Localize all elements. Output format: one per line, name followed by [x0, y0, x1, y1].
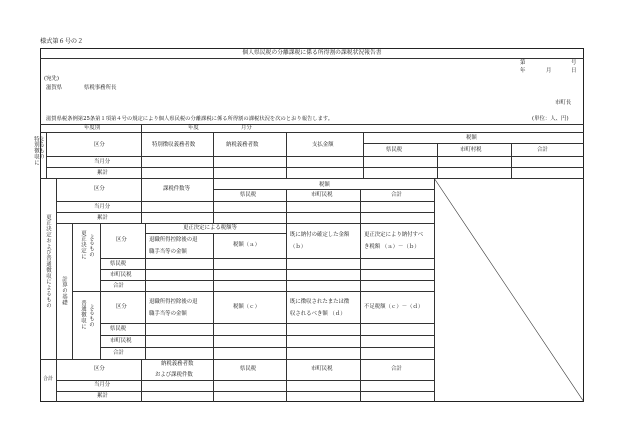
corr-side-b: よるもの [88, 234, 94, 258]
sec2-kubun: 区分 [94, 186, 105, 192]
norm-col3-a: 既に徴収されたまたは徴 [290, 299, 350, 305]
sec1-col-taxpayers: 納税義務者数 [226, 142, 259, 148]
norm-row-pref: 県民税 [110, 326, 127, 332]
sec1-col-tax: 税額 [466, 135, 477, 141]
city-head: 市町長 [555, 100, 572, 106]
sec1-row-cumulative: 累計 [97, 170, 108, 176]
corr-row-city: 市町民税 [110, 272, 132, 278]
sec2-col-count: 課税件数等 [163, 186, 190, 192]
sec1-col-city: 市町村税 [460, 147, 482, 153]
diagonal-strike [434, 178, 584, 402]
intro-text: 滋賀県税条例第25条第１項第４号の規定により個人県民税の分離課税に係る所得割の課税状況を次のとおり報告します。 [46, 116, 334, 122]
no-label: 第 [520, 60, 526, 66]
day-label: 日 [571, 68, 577, 74]
corr-col3-a: 既に納付の確定した金額 [290, 232, 350, 238]
addressee-pref: 滋賀県 [46, 85, 63, 91]
corr-group: 更正決定による税額等 [183, 225, 237, 231]
norm-col1-b: 職手当等の金額 [149, 311, 187, 317]
form-title: 個人県民税の分離課税に係る所得割の課税状況報告書 [242, 50, 382, 56]
year-label: 年 [520, 68, 526, 74]
norm-side-b: よるもの [88, 304, 94, 328]
sec2-col-city: 市町民税 [311, 192, 333, 198]
sec1-col-payments: 支払金額 [312, 142, 334, 148]
year-row-label: 年度別 [84, 125, 101, 131]
corr-col1-b: 職手当等の金額 [149, 249, 187, 255]
sec2-col-pref: 県民税 [240, 192, 257, 198]
form-number: 様式第６号の２ [40, 38, 84, 45]
corr-col1-a: 退職所得控除後の退 [149, 237, 198, 243]
sec1-col-obligors: 特別徴収義務者数 [152, 142, 196, 148]
norm-col4: 不足税額（ｃ）－（ｄ） [364, 304, 424, 310]
month-label: 月 [546, 68, 552, 74]
corr-kubun: 区分 [116, 237, 127, 243]
norm-col2: 税額（ｃ） [233, 304, 260, 310]
corr-side-a: 更正決定に [80, 230, 86, 260]
sec2-row-current: 当月分 [94, 204, 111, 210]
sec3-col-count-b: および課税件数 [155, 372, 193, 378]
sec3-row-current: 当月分 [94, 382, 111, 388]
norm-row-city: 市町民税 [110, 338, 132, 344]
corr-row-total: 合計 [113, 283, 124, 289]
norm-side-a: 普通徴収に [80, 300, 86, 330]
unit-label: (単位：人、円) [532, 116, 569, 122]
sec3-col-total: 合計 [391, 366, 402, 372]
norm-kubun: 区分 [116, 304, 127, 310]
addressee-label: (宛先) [44, 76, 59, 82]
sec2-col-tax: 税額 [319, 182, 330, 188]
norm-row-total: 合計 [113, 350, 124, 356]
sec1-side-b: よるもの [38, 136, 44, 160]
sec3-col-city: 市町民税 [311, 366, 333, 372]
corr-row-pref: 県民税 [110, 261, 127, 267]
sec3-side: 合計 [43, 376, 54, 382]
sec1-side-a: 特別徴収に [33, 136, 39, 166]
sec2-row-cumulative: 累計 [97, 215, 108, 221]
sec1-row-current: 当月分 [94, 159, 111, 165]
sec3-col-count-a: 納税義務者数 [161, 361, 194, 367]
sec3-row-cumulative: 累計 [97, 393, 108, 399]
sec1-col-total: 合計 [537, 147, 548, 153]
norm-col3-b: 収されるべき額 （ｄ） [290, 311, 346, 317]
corr-col4-a: 更正決定により納付すべ [364, 232, 424, 238]
year-row-year: 年度 [188, 125, 199, 131]
sec2-col-total: 合計 [391, 192, 402, 198]
sec1-col-pref: 県民税 [386, 147, 403, 153]
year-row-month: 月分 [241, 125, 252, 131]
sec2-side: 更正決定および普通徴収によるもの [45, 213, 51, 309]
go-label: 号 [571, 60, 577, 66]
title-underline [40, 58, 584, 59]
sec1-kubun: 区分 [94, 142, 105, 148]
norm-col1-a: 退職所得控除後の退 [149, 299, 198, 305]
sec3-col-pref: 県民税 [240, 366, 257, 372]
sec3-kubun: 区分 [94, 366, 105, 372]
corr-col3-b: （ｂ） [290, 244, 307, 250]
addressee-office: 県税事務所長 [84, 85, 117, 91]
corr-col2: 税額（ａ） [233, 242, 260, 248]
calc-basis: 計算の基礎 [61, 276, 67, 306]
corr-col4-b: き税額 （ａ）－（ｂ） [364, 244, 420, 250]
